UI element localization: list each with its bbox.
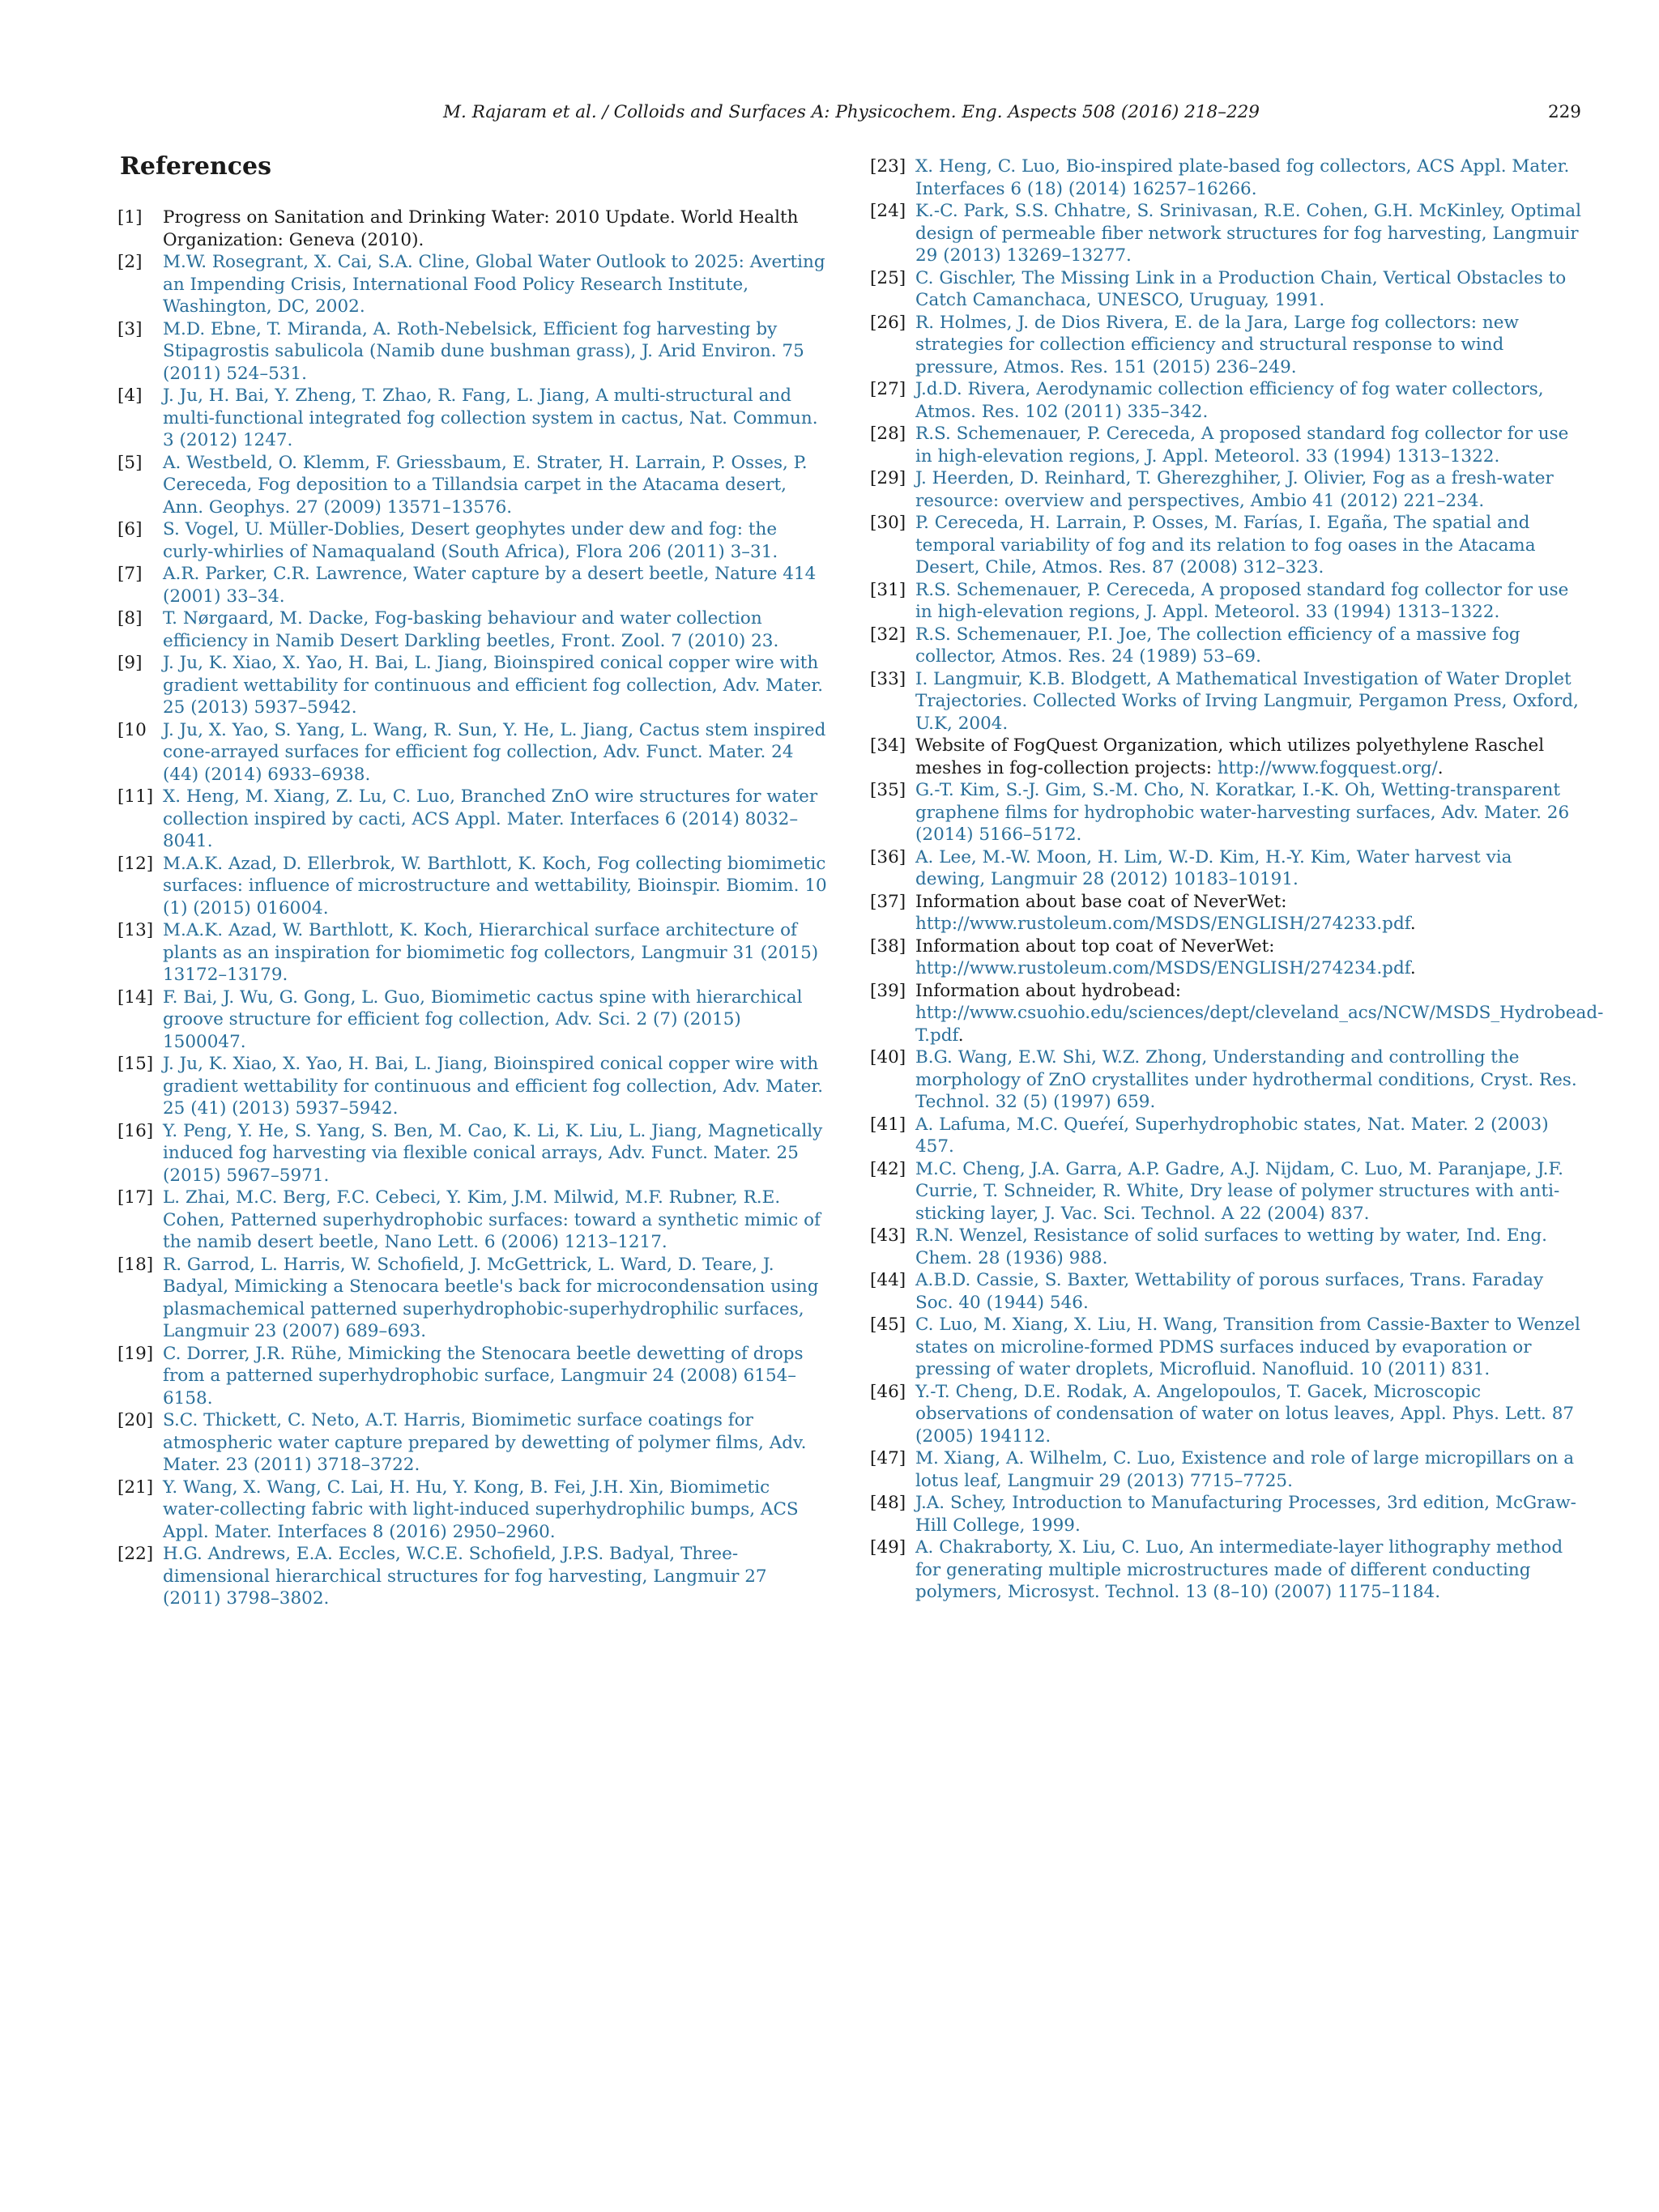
reference-link[interactable]: J. Ju, K. Xiao, X. Yao, H. Bai, L. Jiang, Bioinspired conical copper wire with gradient wettability for continuous and efficient fog collection, Adv. Mater. 25 (2013) 5937–5942. (163, 653, 824, 718)
reference-body (915, 846, 1583, 891)
reference-item (870, 891, 1583, 936)
reference-item[interactable] (117, 385, 829, 452)
reference-item[interactable] (870, 1269, 1583, 1314)
reference-body (163, 1254, 829, 1343)
reference-link[interactable]: Y. Wang, X. Wang, C. Lai, H. Hu, Y. Kong, B. Fei, J.H. Xin, Biomimetic water-collecting fabric with light-induced superhydrophilic bumps, ACS Appl. Mater. Interfaces 8 (2016) 2950–2960. (163, 1477, 799, 1542)
reference-body (163, 786, 829, 853)
reference-link[interactable]: M.D. Ebne, T. Miranda, A. Roth-Nebelsick, Efficient fog harvesting by Stipagrostis sabulicola (Namib dune bushman grass), J. Arid Environ. 75 (2011) 524–531. (163, 318, 804, 384)
reference-body (163, 251, 829, 318)
reference-number: [13] (117, 920, 154, 940)
reference-number: [16] (117, 1120, 154, 1141)
page-number: 229 (1547, 102, 1581, 122)
reference-body (163, 1543, 829, 1610)
reference-url-link[interactable]: http://www.fogquest.org/ (1217, 757, 1438, 778)
reference-item[interactable] (117, 607, 829, 652)
reference-link[interactable]: A. Lafuma, M.C. Queŕeí, Superhydrophobic states, Nat. Mater. 2 (2003) 457. (915, 1114, 1549, 1157)
reference-item (870, 735, 1583, 779)
reference-number: [39] (870, 980, 906, 1001)
reference-link[interactable]: Y. Peng, Y. He, S. Yang, S. Ben, M. Cao, K. Li, K. Liu, L. Jiang, Magnetically induced fog harvesting via flexible conical arrays, Adv. Funct. Mater. 25 (2015) 5967–5971. (163, 1120, 823, 1186)
reference-body (915, 891, 1583, 936)
reference-item[interactable] (870, 423, 1583, 467)
reference-number: [21] (117, 1477, 154, 1498)
reference-number: [20] (117, 1410, 154, 1430)
reference-link[interactable]: M. Xiang, A. Wilhelm, C. Luo, Existence and role of large micropillars on a lotus leaf, Langmuir 29 (2013) 7715–7725. (915, 1448, 1575, 1491)
reference-link[interactable]: Y.-T. Cheng, D.E. Rodak, A. Angelopoulos, T. Gacek, Microscopic observations of condensation of water on lotus leaves, Appl. Phys. Lett. 87 (2005) 194112. (915, 1381, 1575, 1447)
reference-number: [49] (870, 1537, 906, 1558)
reference-body (915, 624, 1583, 668)
reference-item[interactable] (117, 1343, 829, 1410)
reference-link[interactable]: R.S. Schemenauer, P.I. Joe, The collection efficiency of a massive fog collector, Atmos. Res. 24 (1989) 53–69. (915, 624, 1520, 667)
reference-link[interactable]: R.S. Schemenauer, P. Cereceda, A proposed standard fog collector for use in high-elevation regions, J. Appl. Meteorol. 33 (1994) 1313–1322. (915, 424, 1569, 467)
reference-link[interactable]: J. Ju, K. Xiao, X. Yao, H. Bai, L. Jiang, Bioinspired conical copper wire with gradient wettability for continuous and efficient fog collection, Adv. Mater. 25 (41) (2013) 5937–5942. (163, 1054, 824, 1119)
reference-number: [40] (870, 1047, 906, 1068)
reference-body (915, 980, 1604, 1047)
reference-link[interactable]: T. Nørgaard, M. Dacke, Fog-basking behaviour and water collection efficiency in Namib Desert Darkling beetles, Front. Zool. 7 (2010) 23. (163, 608, 779, 651)
reference-text: Information about hydrobead: (915, 980, 1182, 1001)
reference-link[interactable]: H.G. Andrews, E.A. Eccles, W.C.E. Schofield, J.P.S. Badyal, Three-dimensional hierarchical structures for fog harvesting, Langmuir 27 (2011) 3798–3802. (163, 1544, 767, 1609)
reference-link[interactable]: C. Dorrer, J.R. Rühe, Mimicking the Stenocara beetle dewetting of drops from a patterned superhydrophobic surface, Langmuir 24 (2008) 6154–6158. (163, 1343, 804, 1409)
reference-item[interactable] (870, 512, 1583, 579)
reference-body (915, 1269, 1583, 1314)
reference-body (915, 1046, 1583, 1114)
reference-body (163, 318, 829, 386)
reference-item[interactable] (117, 853, 829, 920)
reference-item[interactable] (870, 846, 1583, 891)
reference-number: [34] (870, 735, 906, 756)
reference-body (163, 385, 829, 452)
reference-body (163, 719, 829, 786)
reference-text: Website of FogQuest Organization, which utilizes polyethylene Raschel meshes in fog-collection projects: (915, 735, 1545, 778)
reference-number: [37] (870, 891, 906, 912)
reference-body (163, 1187, 829, 1254)
reference-number: [18] (117, 1254, 154, 1275)
reference-body (915, 512, 1583, 579)
reference-number: [15] (117, 1054, 154, 1074)
reference-number: [23] (870, 156, 906, 177)
reference-body (915, 735, 1583, 779)
reference-number: [44] (870, 1270, 906, 1290)
reference-body (915, 1381, 1583, 1448)
reference-item[interactable] (870, 1536, 1583, 1604)
reference-body (915, 156, 1583, 200)
reference-item[interactable] (870, 200, 1583, 267)
reference-body (915, 1225, 1583, 1269)
reference-number: [24] (870, 201, 906, 221)
reference-item[interactable] (117, 987, 829, 1054)
reference-body (915, 312, 1583, 379)
references-right-column (870, 156, 1604, 1604)
reference-link[interactable]: S. Vogel, U. Müller-Doblies, Desert geophytes under dew and fog: the curly-whirlies of Namaqualand (South Africa), Flora 206 (2011) 3–31. (163, 519, 778, 562)
reference-number: [1] (117, 207, 143, 228)
reference-url-link[interactable]: http://www.rustoleum.com/MSDS/ENGLISH/274233.pdf (915, 914, 1410, 934)
reference-number: [26] (870, 312, 906, 333)
reference-item[interactable] (870, 579, 1583, 624)
reference-number: [38] (870, 936, 906, 957)
reference-link[interactable]: P. Cereceda, H. Larrain, P. Osses, M. Farías, I. Egaña, The spatial and temporal variability of fog and its relation to fog oases in the Atacama Desert, Chile, Atmos. Res. 87 (2008) 312–323. (915, 513, 1536, 578)
reference-text: Progress on Sanitation and Drinking Water: 2010 Update. World Health Organization: Geneva (2010). (163, 207, 799, 250)
reference-item[interactable] (117, 652, 829, 719)
reference-number: [36] (870, 846, 906, 867)
reference-body (915, 1536, 1583, 1604)
reference-item[interactable] (117, 518, 829, 563)
reference-body (163, 607, 829, 652)
reference-number: [22] (117, 1544, 154, 1564)
reference-body (915, 1314, 1583, 1381)
reference-link[interactable]: R.N. Wenzel, Resistance of solid surfaces to wetting by water, Ind. Eng. Chem. 28 (1936) 988. (915, 1225, 1547, 1268)
references-left-column (117, 207, 829, 1610)
reference-number: [17] (117, 1187, 154, 1208)
reference-item[interactable] (117, 1120, 829, 1187)
reference-number: [42] (870, 1158, 906, 1179)
reference-link[interactable]: R. Holmes, J. de Dios Rivera, E. de la Jara, Large fog collectors: new strategies for collection efficiency and structural response to wind pressure, Atmos. Res. 151 (2015) 236–249. (915, 312, 1519, 377)
reference-item[interactable] (870, 1046, 1583, 1114)
reference-link[interactable]: J. Ju, X. Yao, S. Yang, L. Wang, R. Sun, Y. He, L. Jiang, Cactus stem inspired cone-arrayed surfaces for efficient fog collection, Adv. Funct. Mater. 24 (44) (2014) 6933–6938. (163, 719, 826, 785)
reference-body (915, 423, 1583, 467)
reference-link[interactable]: A.R. Parker, C.R. Lawrence, Water capture by a desert beetle, Nature 414 (2001) 33–34. (163, 564, 817, 607)
reference-link[interactable]: I. Langmuir, K.B. Blodgett, A Mathematical Investigation of Water Droplet Trajectories. Collected Works of Irving Langmuir, Pergamon Press, Oxford, U.K, 2004. (915, 668, 1579, 734)
reference-link[interactable]: R. Garrod, L. Harris, W. Schofield, J. McGettrick, L. Ward, D. Teare, J. Badyal, Mimicking a Stenocara beetle's back for microcondensation using plasmachemical patterned superhydrophobic-superhydrophilic surfaces, Langmuir 23 (2007) 689–693. (163, 1254, 819, 1341)
reference-item[interactable] (870, 779, 1583, 846)
reference-number: [28] (870, 424, 906, 444)
reference-number: [11] (117, 786, 154, 807)
reference-item[interactable] (870, 378, 1583, 423)
reference-punctuation: . (957, 1025, 964, 1046)
reference-body (163, 1343, 829, 1410)
reference-number: [4] (117, 386, 143, 406)
reference-body (915, 1492, 1583, 1536)
reference-item[interactable] (870, 312, 1583, 379)
reference-number: [3] (117, 318, 143, 339)
reference-number: [46] (870, 1381, 906, 1402)
reference-link[interactable]: M.A.K. Azad, D. Ellerbrok, W. Barthlott, K. Koch, Fog collecting biomimetic surfaces: influence of microstructure and wettability, Bioinspir. Biomim. 10 (1) (2015) 016004. (163, 853, 827, 918)
reference-item[interactable] (117, 1254, 829, 1343)
reference-text: Information about top coat of NeverWet: (915, 936, 1275, 957)
reference-link[interactable]: S.C. Thickett, C. Neto, A.T. Harris, Biomimetic surface coatings for atmospheric water capture prepared by dewetting of polymer films, Adv. Mater. 23 (2011) 3718–3722. (163, 1410, 807, 1475)
reference-body (915, 1158, 1583, 1225)
reference-number: [32] (870, 624, 906, 645)
reference-body (915, 579, 1583, 624)
reference-number: [10 (117, 719, 147, 740)
reference-link[interactable]: J. Heerden, D. Reinhard, T. Gherezghiher, J. Olivier, Fog as a fresh-water resource: overview and perspectives, Ambio 41 (2012) 221–234. (915, 468, 1554, 511)
reference-number: [29] (870, 468, 906, 488)
reference-link[interactable]: G.-T. Kim, S.-J. Gim, S.-M. Cho, N. Koratkar, I.-K. Oh, Wetting-transparent graphene films for hydrophobic water-harvesting surfaces, Adv. Mater. 26 (2014) 5166–5172. (915, 780, 1570, 845)
reference-item[interactable] (870, 624, 1583, 668)
reference-item[interactable] (870, 1158, 1583, 1225)
reference-item[interactable] (117, 563, 829, 607)
reference-item[interactable] (117, 919, 829, 987)
reference-item (870, 980, 1604, 1047)
reference-item[interactable] (870, 1314, 1583, 1381)
reference-item[interactable] (870, 1225, 1583, 1269)
reference-url-link[interactable]: http://www.csuohio.edu/sciences/dept/cleveland_acs/NCW/MSDS_Hydrobead-T.pdf (915, 1003, 1604, 1046)
reference-item[interactable] (117, 318, 829, 386)
reference-body (163, 987, 829, 1054)
reference-item[interactable] (117, 251, 829, 318)
reference-link[interactable]: J.d.D. Rivera, Aerodynamic collection efficiency of fog water collectors, Atmos. Res. 102 (2011) 335–342. (915, 379, 1544, 422)
reference-link[interactable]: J. Ju, H. Bai, Y. Zheng, T. Zhao, R. Fang, L. Jiang, A multi-structural and multi-functional integrated fog collection system in cactus, Nat. Commun. 3 (2012) 1247. (163, 386, 818, 450)
reference-punctuation: . (1410, 958, 1416, 978)
reference-body (915, 1447, 1583, 1492)
reference-number: [45] (870, 1315, 906, 1335)
reference-link[interactable]: A. Westbeld, O. Klemm, F. Griessbaum, E. Strater, H. Larrain, P. Osses, P. Cereceda, Fog deposition to a Tillandsia carpet in the Atacama desert, Ann. Geophys. 27 (2009) 13571–13576. (163, 452, 808, 518)
reference-body (915, 936, 1583, 980)
reference-link[interactable]: C. Luo, M. Xiang, X. Liu, H. Wang, Transition from Cassie-Baxter to Wenzel states on microline-formed PDMS surfaces induced by evaporation or pressing of water droplets, Microfluid. Nanofluid. 10 (2011) 831. (915, 1315, 1580, 1379)
reference-link[interactable]: M.W. Rosegrant, X. Cai, S.A. Cline, Global Water Outlook to 2025: Averting an Impending Crisis, International Food Policy Research Institute, Washington, DC, 2002. (163, 252, 825, 317)
reference-url-link[interactable]: http://www.rustoleum.com/MSDS/ENGLISH/274234.pdf (915, 958, 1410, 978)
reference-number: [48] (870, 1493, 906, 1513)
reference-body (915, 668, 1583, 735)
reference-number: [8] (117, 608, 143, 629)
reference-number: [9] (117, 653, 143, 673)
reference-body (915, 267, 1583, 312)
reference-number: [33] (870, 668, 906, 689)
reference-link[interactable]: A. Lee, M.-W. Moon, H. Lim, W.-D. Kim, H.-Y. Kim, Water harvest via dewing, Langmuir 28 (2012) 10183–10191. (915, 846, 1512, 889)
journal-citation: M. Rajaram et al. / Colloids and Surfaces A: Physicochem. Eng. Aspects 508 (2016) 218–229 (443, 102, 1260, 122)
reference-link[interactable]: A. Chakraborty, X. Liu, C. Luo, An intermediate-layer lithography method for generating multiple microstructures made of different conducting polymers, Microsyst. Technol. 13 (8–10) (2007) 1175–1184. (915, 1537, 1563, 1602)
reference-item (870, 936, 1583, 980)
reference-item[interactable] (870, 1492, 1583, 1536)
reference-item[interactable] (117, 1477, 829, 1544)
reference-link[interactable]: F. Bai, J. Wu, G. Gong, L. Guo, Biomimetic cactus spine with hierarchical groove structure for efficient fog collection, Adv. Sci. 2 (7) (2015) 1500047. (163, 987, 803, 1052)
reference-link[interactable]: K.-C. Park, S.S. Chhatre, S. Srinivasan, R.E. Cohen, G.H. McKinley, Optimal design of permeable fiber network structures for fog harvesting, Langmuir 29 (2013) 13269–13277. (915, 201, 1581, 266)
reference-link[interactable]: X. Heng, C. Luo, Bio-inspired plate-based fog collectors, ACS Appl. Mater. Interfaces 6 (18) (2014) 16257–16266. (915, 156, 1570, 199)
reference-body (163, 1120, 829, 1187)
reference-item[interactable] (870, 668, 1583, 735)
reference-link[interactable]: C. Gischler, The Missing Link in a Production Chain, Vertical Obstacles to Catch Camanchaca, UNESCO, Uruguay, 1991. (915, 267, 1567, 310)
reference-item[interactable] (870, 1114, 1583, 1158)
reference-item[interactable] (117, 1053, 829, 1120)
reference-number: [6] (117, 519, 143, 539)
reference-item[interactable] (117, 719, 829, 786)
reference-number: [2] (117, 252, 143, 272)
reference-link[interactable]: M.A.K. Azad, W. Barthlott, K. Koch, Hierarchical surface architecture of plants as an inspiration for biomimetic fog collectors, Langmuir 31 (2015) 13172–13179. (163, 920, 819, 985)
reference-body (163, 1053, 829, 1120)
reference-item[interactable] (870, 267, 1583, 312)
reference-number: [31] (870, 579, 906, 600)
reference-body (915, 378, 1583, 423)
reference-body (163, 1477, 829, 1544)
reference-number: [5] (117, 452, 143, 473)
reference-number: [7] (117, 564, 143, 584)
reference-number: [41] (870, 1114, 906, 1135)
reference-item[interactable] (117, 1187, 829, 1254)
references-heading: References (120, 152, 271, 181)
reference-punctuation: . (1410, 914, 1416, 934)
reference-link[interactable]: R.S. Schemenauer, P. Cereceda, A proposed standard fog collector for use in high-elevation regions, J. Appl. Meteorol. 33 (1994) 1313–1322. (915, 579, 1569, 622)
reference-item[interactable] (117, 786, 829, 853)
reference-body (163, 207, 829, 251)
reference-body (915, 467, 1583, 512)
reference-body (915, 1114, 1583, 1158)
reference-item[interactable] (117, 452, 829, 519)
reference-number: [35] (870, 780, 906, 800)
reference-number: [30] (870, 513, 906, 533)
reference-body (163, 452, 829, 519)
reference-link[interactable]: B.G. Wang, E.W. Shi, W.Z. Zhong, Understanding and controlling the morphology of ZnO crystallites under hydrothermal conditions, Cryst. Res. Technol. 32 (5) (1997) 659. (915, 1047, 1577, 1112)
reference-text: Information about base coat of NeverWet: (915, 891, 1287, 912)
reference-link[interactable]: L. Zhai, M.C. Berg, F.C. Cebeci, Y. Kim, J.M. Milwid, M.F. Rubner, R.E. Cohen, Patterned superhydrophobic surfaces: toward a synthetic mimic of the namib desert beetle, Nano Lett. 6 (2006) 1213–1217. (163, 1187, 821, 1252)
reference-body (915, 779, 1583, 846)
reference-item[interactable] (870, 1447, 1583, 1492)
reference-body (163, 853, 829, 920)
reference-item[interactable] (117, 1409, 829, 1477)
reference-number: [12] (117, 853, 154, 874)
reference-body (915, 200, 1583, 267)
reference-item[interactable] (870, 1381, 1583, 1448)
reference-link[interactable]: X. Heng, M. Xiang, Z. Lu, C. Luo, Branched ZnO wire structures for water collection inspired by cacti, ACS Appl. Mater. Interfaces 6 (2014) 8032–8041. (163, 786, 818, 851)
reference-number: [43] (870, 1225, 906, 1246)
reference-number: [19] (117, 1343, 154, 1364)
reference-body (163, 563, 829, 607)
reference-body (163, 919, 829, 987)
reference-link[interactable]: M.C. Cheng, J.A. Garra, A.P. Gadre, A.J. Nijdam, C. Luo, M. Paranjape, J.F. Currie, T. Schneider, R. White, Dry lease of polymer structures with anti-sticking layer, J. Vac. Sci. Technol. A 22 (2004) 837. (915, 1158, 1563, 1224)
reference-body (163, 518, 829, 563)
reference-link[interactable]: J.A. Schey, Introduction to Manufacturing Processes, 3rd edition, McGraw-Hill College, 1999. (915, 1493, 1576, 1536)
reference-body (163, 1409, 829, 1477)
reference-number: [27] (870, 379, 906, 399)
reference-item (117, 207, 829, 251)
reference-number: [25] (870, 267, 906, 288)
reference-item[interactable] (870, 156, 1583, 200)
reference-punctuation: . (1437, 757, 1444, 778)
reference-item[interactable] (870, 467, 1583, 512)
reference-number: [14] (117, 987, 154, 1008)
reference-number: [47] (870, 1448, 906, 1468)
reference-body (163, 652, 829, 719)
reference-item[interactable] (117, 1543, 829, 1610)
reference-link[interactable]: A.B.D. Cassie, S. Baxter, Wettability of porous surfaces, Trans. Faraday Soc. 40 (1944) 546. (915, 1270, 1544, 1313)
